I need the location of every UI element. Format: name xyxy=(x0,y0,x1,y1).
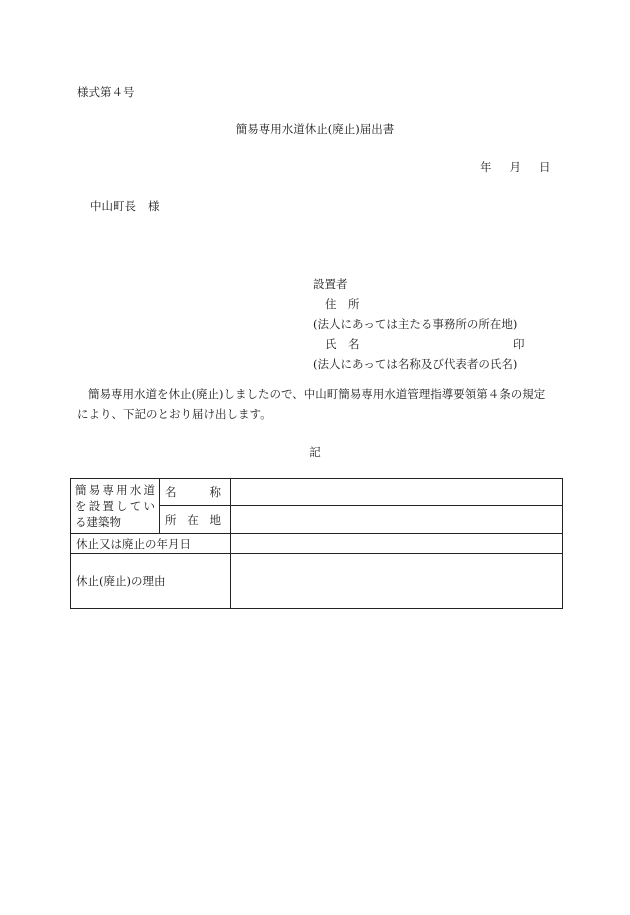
location-label-a: 所 xyxy=(165,512,177,527)
ki-heading: 記 xyxy=(309,445,321,459)
document-title: 簡易専用水道休止(廃止)届出書 xyxy=(235,122,395,136)
name-value-cell[interactable] xyxy=(231,479,563,506)
address-note: (法人にあっては主たる事務所の所在地) xyxy=(313,317,518,331)
seal-mark: 印 xyxy=(513,337,525,351)
name-row xyxy=(313,334,525,354)
body-text: 簡易専用水道を休止(廃止)しましたので、中山町簡易専用水道管理指導要領第４条の規定により、下記のとおり届け出します。 xyxy=(77,387,546,421)
addressee xyxy=(90,198,160,214)
building-label-cell: 簡易専用水道を設置している建築物 xyxy=(71,479,160,534)
date-label-cell: 休止又は廃止の年月日 xyxy=(71,534,231,554)
date-value-cell[interactable] xyxy=(231,534,563,554)
location-value-cell[interactable] xyxy=(231,506,563,534)
addressee-name: 中山町長 xyxy=(90,199,136,213)
reason-value-cell[interactable] xyxy=(231,554,563,609)
form-table xyxy=(70,478,563,609)
location-label-c: 地 xyxy=(209,512,221,527)
location-label-cell xyxy=(160,506,231,534)
name-note: (法人にあっては名称及び代表者の氏名) xyxy=(313,357,518,371)
date-day-label: 日 xyxy=(539,160,551,174)
name-label-a: 名 xyxy=(165,485,177,499)
table-row xyxy=(71,554,563,609)
date-year-label: 年 xyxy=(480,160,492,174)
name-label-cell xyxy=(160,479,231,506)
form-number: 様式第４号 xyxy=(77,85,135,99)
date-line xyxy=(480,159,551,175)
reason-label-cell: 休止(廃止)の理由 xyxy=(71,554,231,609)
addressee-honorific: 様 xyxy=(148,199,160,213)
table-row xyxy=(71,534,563,554)
location-label-b: 在 xyxy=(187,512,199,527)
table-row xyxy=(71,479,563,506)
applicant-heading: 設置者 xyxy=(313,277,348,291)
address-label: 住 所 xyxy=(325,297,360,311)
date-month-label: 月 xyxy=(509,160,521,174)
applicant-block xyxy=(313,274,525,374)
name-label: 氏 名 xyxy=(325,337,360,351)
name-label-b: 称 xyxy=(209,485,221,499)
